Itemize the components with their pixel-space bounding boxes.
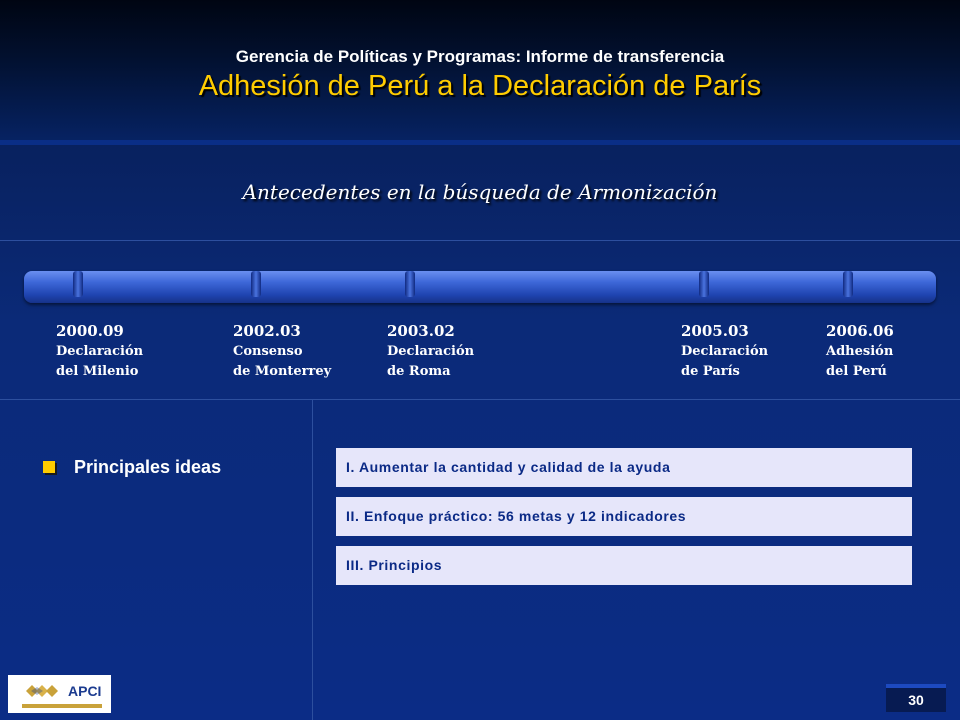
event-label: Adhesión <box>826 344 894 359</box>
header-subtitle: Gerencia de Políticas y Programas: Informe de transferencia <box>235 47 725 66</box>
timeline-event <box>681 320 768 382</box>
ideas-heading: Principales ideas <box>74 457 222 477</box>
timeline-marker <box>73 271 83 297</box>
event-label: de Monterrey <box>233 364 332 379</box>
divider <box>0 399 960 400</box>
event-date: 2003.02 <box>387 322 455 340</box>
header-underline <box>0 140 960 145</box>
page-number: 30 <box>886 684 946 712</box>
bullet-square-icon <box>43 461 55 473</box>
apci-emblem-icon <box>24 682 64 700</box>
event-label: Consenso <box>233 344 303 359</box>
event-label: del Perú <box>826 364 887 379</box>
page-title: Adhesión de Perú a la Declaración de París <box>198 70 762 102</box>
logo-underline <box>22 704 102 708</box>
timeline-event <box>233 320 331 382</box>
timeline-marker <box>251 271 261 297</box>
event-label: de París <box>681 364 740 379</box>
timeline-marker <box>843 271 853 297</box>
timeline-marker <box>699 271 709 297</box>
logo-text: APCI <box>68 683 102 699</box>
event-date: 2002.03 <box>233 322 301 340</box>
apci-logo <box>8 675 111 713</box>
event-label: Declaración <box>387 344 475 359</box>
timeline-event <box>56 320 143 382</box>
divider <box>0 240 960 241</box>
timeline-event <box>826 320 894 382</box>
timeline-marker <box>405 271 415 297</box>
idea-box: III. Principios <box>336 546 912 585</box>
vertical-divider <box>312 399 313 720</box>
event-label: Declaración <box>681 344 769 359</box>
idea-box: I. Aumentar la cantidad y calidad de la ayuda <box>336 448 912 487</box>
idea-box: II. Enfoque práctico: 56 metas y 12 indicadores <box>336 497 912 536</box>
event-label: del Milenio <box>56 364 139 379</box>
event-date: 2000.09 <box>56 322 124 340</box>
event-date: 2006.06 <box>826 322 894 340</box>
section-title: Antecedentes en la búsqueda de Armonización <box>242 180 718 204</box>
timeline-event <box>387 320 474 382</box>
event-label: de Roma <box>387 364 451 379</box>
timeline-bar <box>24 271 936 303</box>
event-date: 2005.03 <box>681 322 749 340</box>
event-label: Declaración <box>56 344 144 359</box>
